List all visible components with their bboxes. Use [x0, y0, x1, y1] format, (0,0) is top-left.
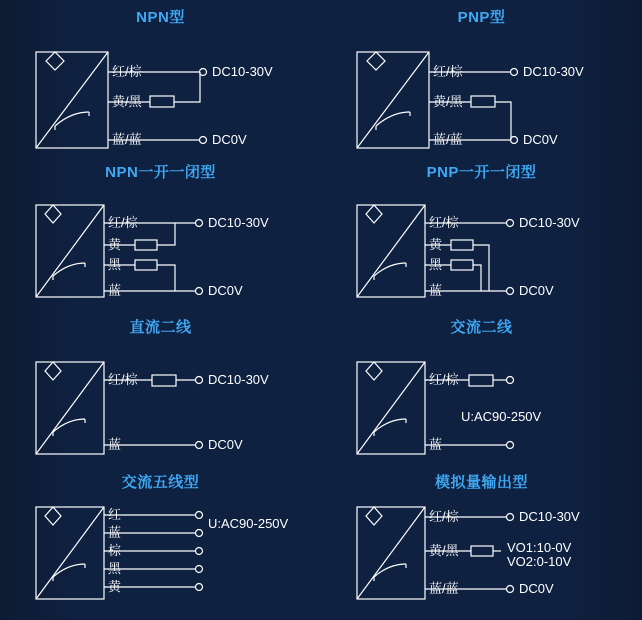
terminal-dc-supply: DC10-30V — [519, 509, 580, 524]
diagram-svg-analog-output — [321, 465, 642, 620]
terminal-dc-supply: DC10-30V — [208, 372, 269, 387]
wire-label-yellow: 黄 — [108, 579, 122, 594]
terminal-dc-zero: DC0V — [208, 437, 243, 452]
wire-label-blue-blue: 蓝/蓝 — [433, 132, 463, 147]
wire-label-red-brown: 红/棕 — [112, 64, 142, 79]
wire-label-red-brown: 红/棕 — [108, 372, 138, 387]
diagram-title-dc-two-wire: 直流二线 — [129, 319, 192, 336]
diagram-title-npn: NPN型 — [136, 9, 185, 26]
wire-label-black: 黑 — [108, 257, 122, 272]
diagram-svg-pnp-no-nc — [321, 155, 642, 310]
diagram-svg-ac-five-wire — [0, 465, 321, 620]
diagram-cell-dc-two-wire — [0, 310, 321, 465]
diagram-title-pnp-no-nc: PNP一开一闭型 — [426, 164, 537, 181]
wire-label-black: 黑 — [429, 257, 443, 272]
wire-label-yellow-black: 黄/黑 — [433, 94, 463, 109]
wire-label-yellow: 黄 — [429, 237, 443, 252]
terminal-dc-supply: DC10-30V — [212, 64, 273, 79]
diagram-cell-npn — [0, 0, 321, 155]
wire-label-blue: 蓝 — [108, 437, 122, 452]
terminal-dc-zero: DC0V — [212, 132, 247, 147]
diagram-title-ac-five-wire: 交流五线型 — [121, 474, 200, 491]
diagram-cell-npn-no-nc — [0, 155, 321, 310]
diagram-title-pnp: PNP型 — [457, 9, 506, 26]
wire-label-brown: 棕 — [108, 543, 122, 558]
wire-label-blue: 蓝 — [429, 283, 443, 298]
wire-label-yellow-black: 黄/黑 — [429, 543, 459, 558]
terminal-ac-supply: U:AC90-250V — [461, 409, 542, 424]
terminal-vo2: VO2:0-10V — [507, 554, 572, 569]
diagram-cell-analog-output — [321, 465, 642, 619]
terminal-vo1: VO1:10-0V — [507, 540, 572, 555]
terminal-dc-supply: DC10-30V — [519, 215, 580, 230]
wire-label-blue-blue: 蓝/蓝 — [429, 581, 459, 596]
wire-label-red-brown: 红/棕 — [108, 215, 138, 230]
diagram-title-npn-no-nc: NPN一开一闭型 — [105, 164, 216, 181]
diagram-svg-npn-no-nc — [0, 155, 321, 310]
wire-label-blue: 蓝 — [429, 437, 443, 452]
terminal-dc-supply: DC10-30V — [523, 64, 584, 79]
wire-label-red: 红 — [108, 507, 122, 522]
wire-label-red-brown: 红/棕 — [433, 64, 463, 79]
terminal-dc-zero: DC0V — [519, 283, 554, 298]
wire-label-blue-blue: 蓝/蓝 — [112, 132, 142, 147]
terminal-ac-supply: U:AC90-250V — [208, 516, 289, 531]
diagram-svg-pnp — [321, 0, 642, 155]
wire-label-blue: 蓝 — [108, 525, 122, 540]
diagram-cell-pnp — [321, 0, 642, 155]
wire-label-yellow-black: 黄/黑 — [112, 94, 142, 109]
diagram-cell-ac-five-wire — [0, 465, 321, 619]
diagram-cell-ac-two-wire — [321, 310, 642, 465]
wire-label-red-brown: 红/棕 — [429, 372, 459, 387]
terminal-dc-zero: DC0V — [519, 581, 554, 596]
terminal-dc-zero: DC0V — [523, 132, 558, 147]
wire-label-black: 黑 — [108, 561, 122, 576]
diagram-title-ac-two-wire: 交流二线 — [450, 319, 513, 336]
wire-label-yellow: 黄 — [108, 237, 122, 252]
terminal-dc-zero: DC0V — [208, 283, 243, 298]
wire-label-red-brown: 红/棕 — [429, 509, 459, 524]
diagram-cell-pnp-no-nc — [321, 155, 642, 310]
diagram-title-analog-output: 模拟量输出型 — [434, 474, 528, 491]
terminal-dc-supply: DC10-30V — [208, 215, 269, 230]
wire-label-red-brown: 红/棕 — [429, 215, 459, 230]
wire-label-blue: 蓝 — [108, 283, 122, 298]
diagram-svg-ac-two-wire — [321, 310, 642, 465]
diagram-svg-dc-two-wire — [0, 310, 321, 465]
